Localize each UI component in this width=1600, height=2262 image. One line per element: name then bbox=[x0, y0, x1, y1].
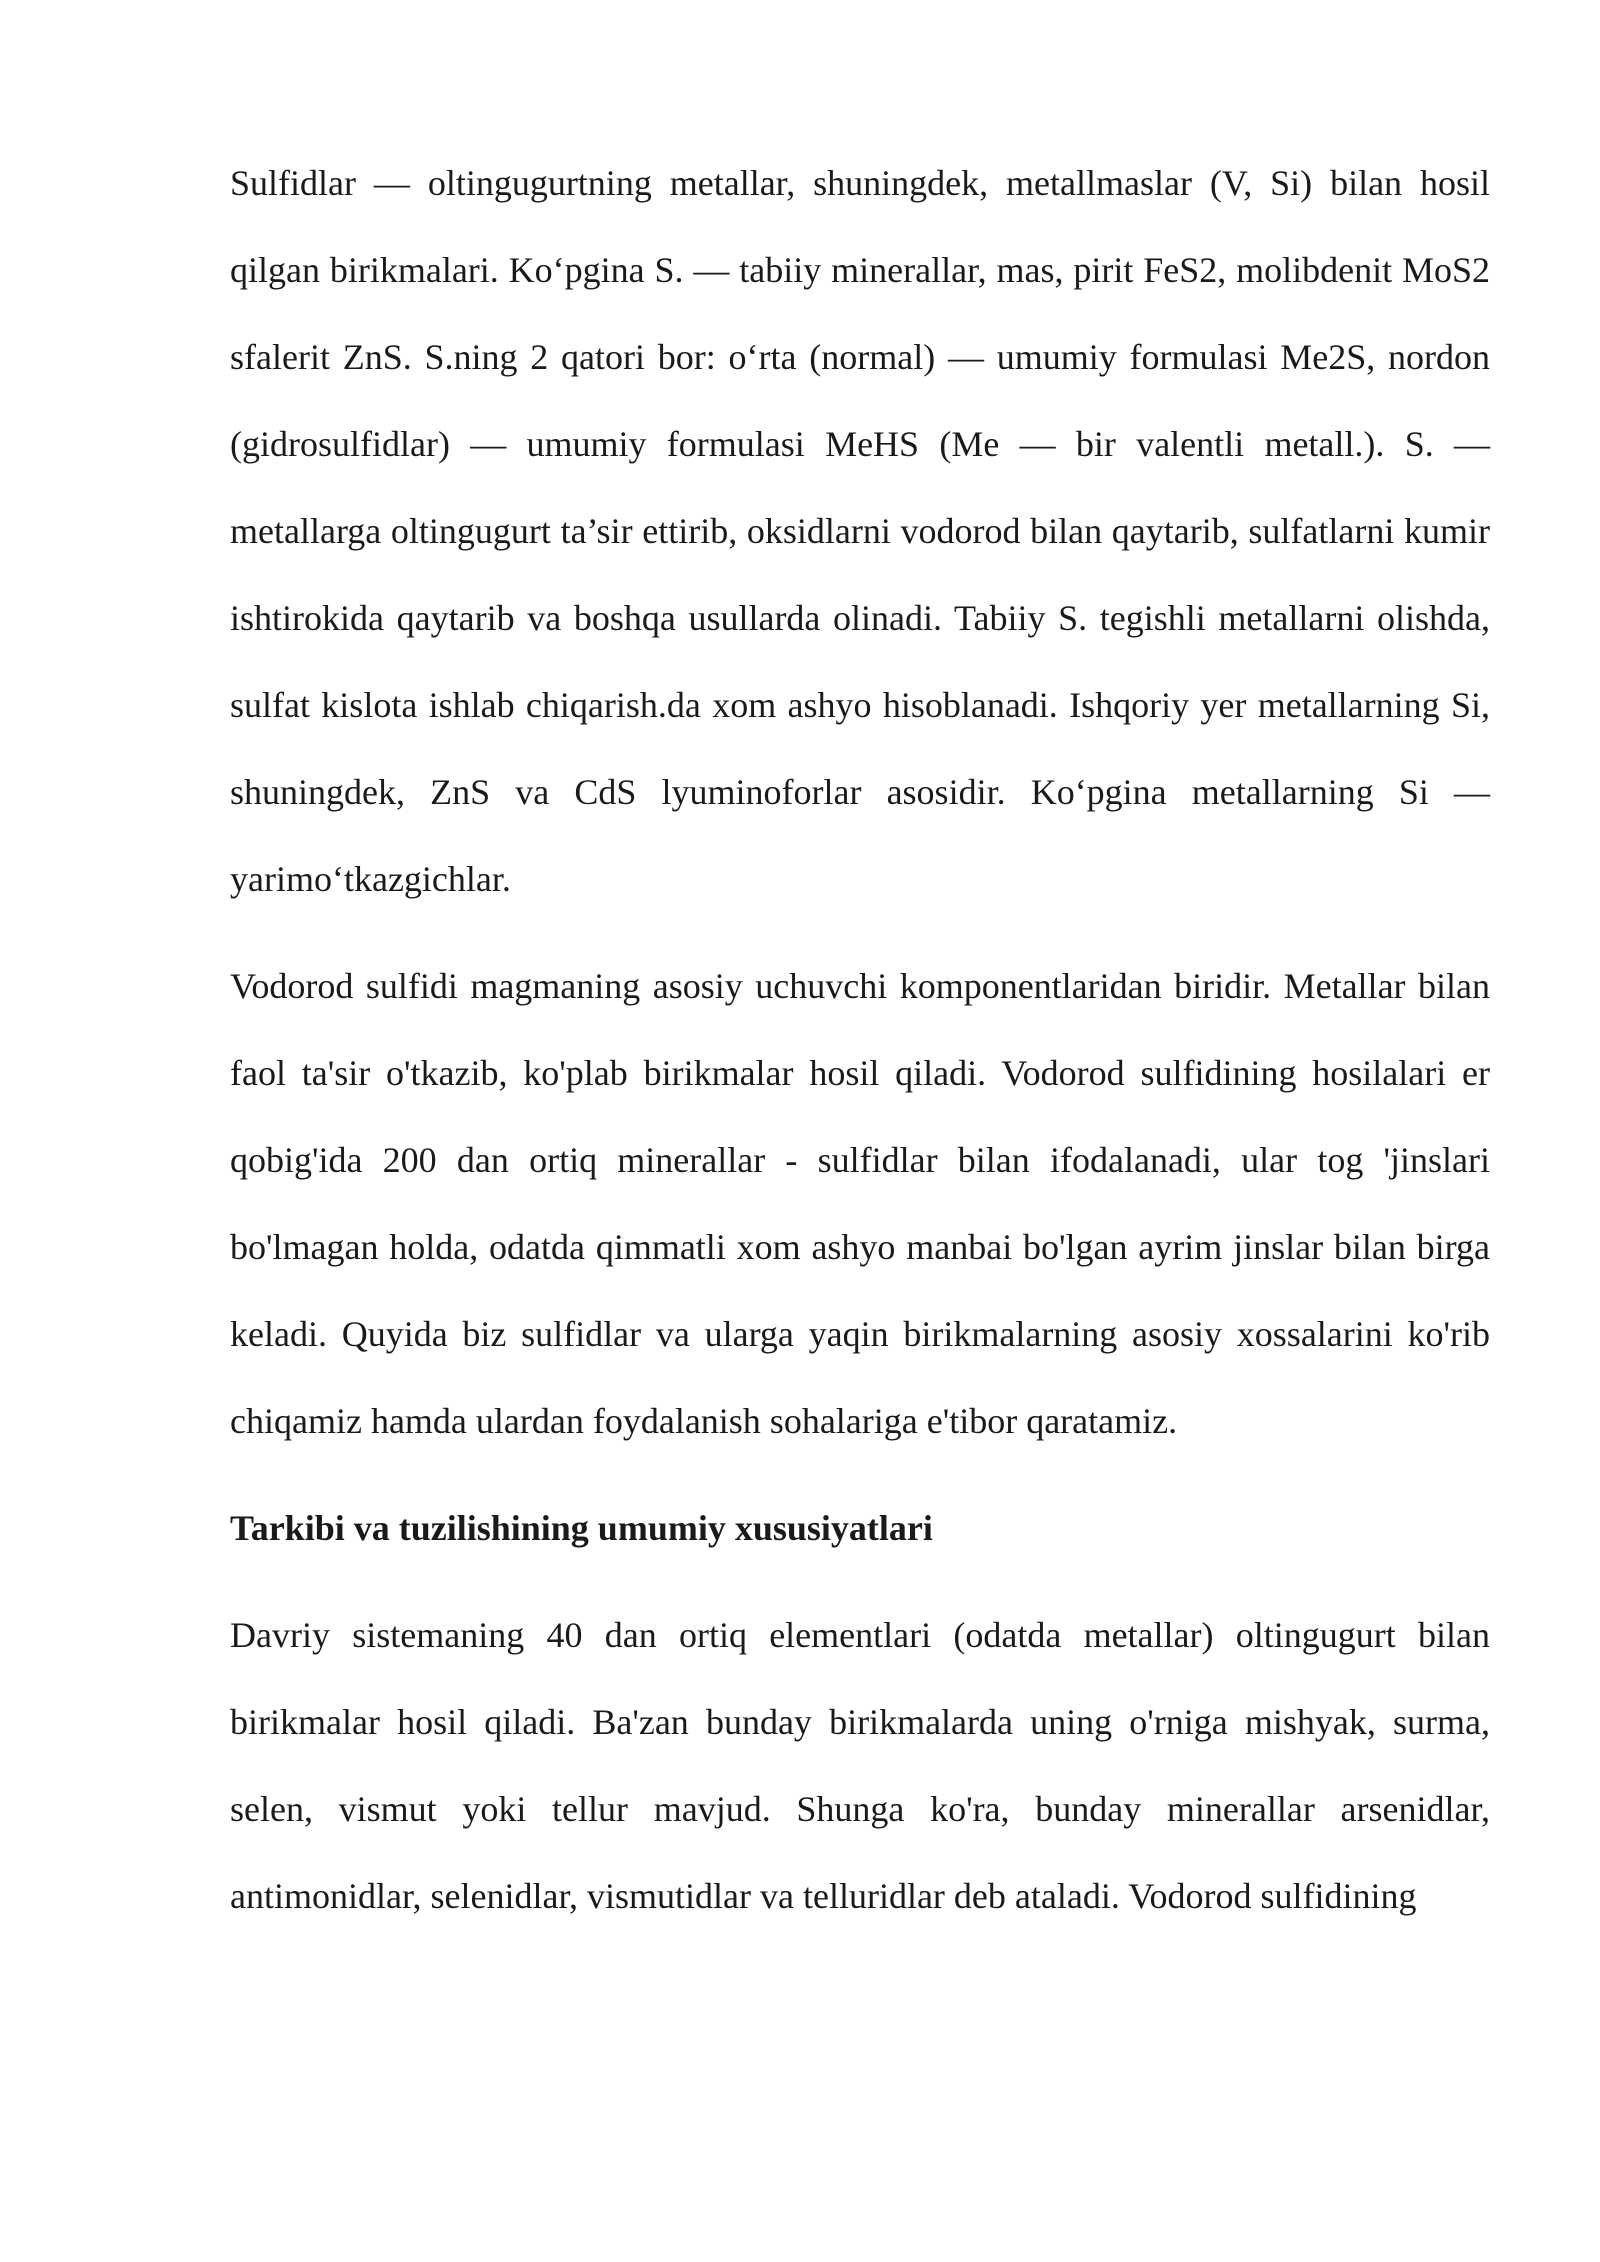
paragraph-davriy-sistema: Davriy sistemaning 40 dan ortiq elementlari (odatda metallar) oltingugurt bilan birikmalar hosil qiladi. Ba'zan bunday birikmalarda uning o'rniga mishyak, surma, selen, vismut yoki tellur mavjud. Shunga ko'ra, bunday minerallar arsenidlar, antimonidlar, selenidlar, vismutidlar va telluridlar deb ataladi. Vodorod sulfidining bbox=[230, 1615, 1490, 1916]
document-page bbox=[230, 140, 1490, 1960]
section-heading: Tarkibi va tuzilishining umumiy xususiyatlari bbox=[230, 1508, 933, 1548]
paragraph-sulfidlar-definition: Sulfidlar — oltingugurtning metallar, shuningdek, metallmaslar (V, Si) bilan hosil qilgan birikmalari. Ko‘pgina S. — tabiiy minerallar, mas, pirit FeS2, molibdenit MoS2 sfalerit ZnS. S.ning 2 qatori bor: o‘rta (normal) — umumiy formulasi Me2S, nordon (gidrosulfidlar) — umumiy formulasi MeHS (Me — bir valentli metall.). S. — metallarga oltingugurt ta’sir ettirib, oksidlarni vodorod bilan qaytarib, sulfatlarni kumir ishtirokida qaytarib va boshqa usullarda olinadi. Tabiiy S. tegishli metallarni olishda, sulfat kislota ishlab chiqarish.da xom ashyo hisoblanadi. Ishqoriy yer metallarning Si, shuningdek, ZnS va CdS lyuminoforlar asosidir. Ko‘pgina metallarning Si — yarimo‘tkazgichlar. bbox=[230, 163, 1490, 899]
paragraph-vodorod-sulfidi: Vodorod sulfidi magmaning asosiy uchuvchi komponentlaridan biridir. Metallar bilan faol ta'sir o'tkazib, ko'plab birikmalar hosil qiladi. Vodorod sulfidining hosilalari er qobig'ida 200 dan ortiq minerallar - sulfidlar bilan ifodalanadi, ular tog 'jinslari bo'lmagan holda, odatda qimmatli xom ashyo manbai bo'lgan ayrim jinslar bilan birga keladi. Quyida biz sulfidlar va ularga yaqin birikmalarning asosiy xossalarini ko'rib chiqamiz hamda ulardan foydalanish sohalariga e'tibor qaratamiz. bbox=[230, 966, 1490, 1441]
